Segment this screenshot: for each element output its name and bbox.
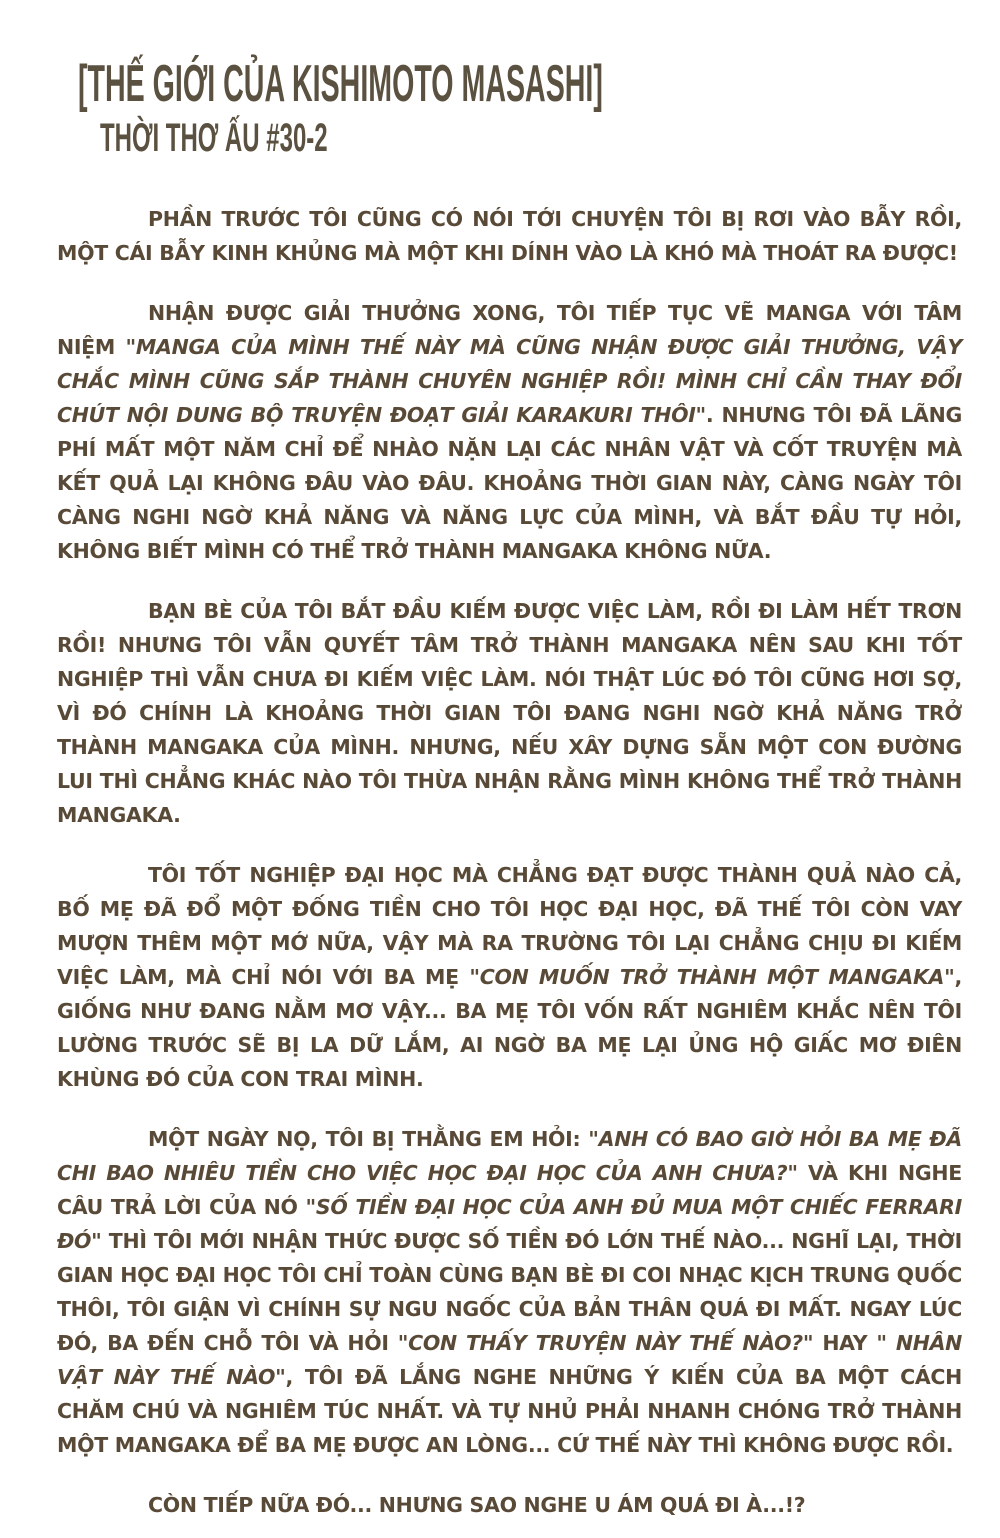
paragraph-text: THÌ TÔI MỚI NHẬN THỨC ĐƯỢC SỐ TIỀN ĐÓ LỚN THẾ NÀO... NGHĨ LẠI, THỜI GIAN HỌC ĐẠI HỌC TÔI CHỈ TOÀN CÙNG BẠN BÈ ĐI COI NHẠC KỊCH TRUNG QUỐC THÔI, TÔI GIẬN VÌ CHÍNH SỰ NGU NGỐC CỦA BẢN THÂN QUÁ ĐI MẤT. NGAY LÚC ĐÓ, BA ĐẾN CHỖ TÔI VÀ HỎI <box>57 1229 962 1355</box>
paragraph-text: TÔI TỐT NGHIỆP ĐẠI HỌC MÀ CHẲNG ĐẠT ĐƯỢC THÀNH QUẢ NÀO CẢ, BỐ MẸ ĐÃ ĐỔ MỘT ĐỐNG TIỀN CHO TÔI HỌC ĐẠI HỌC, ĐÃ THẾ TÔI CÒN VAY MƯỢN THÊM MỘT MỚ NỮA, VẬY MÀ RA TRƯỜNG TÔI LẠI CHẲNG CHỊU ĐI KIẾM VIỆC LÀM, MÀ CHỈ NÓI VỚI BA MẸ <box>57 863 962 989</box>
paragraph <box>57 202 962 270</box>
paragraph-text: BẠN BÈ CỦA TÔI BẮT ĐẦU KIẾM ĐƯỢC VIỆC LÀM, RỒI ĐI LÀM HẾT TRƠN RỒI! NHƯNG TÔI VẪN QUYẾT TÂM TRỞ THÀNH MANGAKA NÊN SAU KHI TỐT NGHIỆP THÌ VẪN CHƯA ĐI KIẾM VIỆC LÀM. NÓI THẬT LÚC ĐÓ TÔI CŨNG HƠI SỢ, VÌ ĐÓ CHÍNH LÀ KHOẢNG THỜI GIAN TÔI ĐANG NGHI NGỜ KHẢ NĂNG TRỞ THÀNH MANGAKA CỦA MÌNH. NHƯNG, NẾU XÂY DỰNG SẴN MỘT CON ĐƯỜNG LUI THÌ CHẲNG KHÁC NÀO TÔI THỪA NHẬN RẰNG MÌNH KHÔNG THỂ TRỞ THÀNH MANGAKA. <box>57 599 962 827</box>
paragraph-text: . NHƯNG TÔI ĐÃ LÃNG PHÍ MẤT MỘT NĂM CHỈ ĐỂ NHÀO NẶN LẠI CÁC NHÂN VẬT VÀ CỐT TRUYỆN MÀ KẾT QUẢ LẠI KHÔNG ĐÂU VÀO ĐÂU. KHOẢNG THỜI GIAN NÀY, CÀNG NGÀY TÔI CÀNG NGHI NGỜ KHẢ NĂNG VÀ NĂNG LỰC CỦA MÌNH, VÀ BẮT ĐẦU TỰ HỎI, KHÔNG BIẾT MÌNH CÓ THỂ TRỞ THÀNH MANGAKA KHÔNG NỮA. <box>57 403 962 563</box>
paragraph-text: NHẬN ĐƯỢC GIẢI THƯỞNG XONG, TÔI TIẾP TỤC VẼ MANGA VỚI TÂM NIỆM <box>57 301 962 359</box>
paragraph <box>57 858 962 1096</box>
quote-text: "MANGA CỦA MÌNH THẾ NÀY MÀ CŨNG NHẬN ĐƯỢC GIẢI THƯỞNG, VẬY CHẮC MÌNH CŨNG SẮP THÀNH CHUYÊN NGHIỆP RỒI! MÌNH CHỈ CẦN THAY ĐỔI CHÚT NỘI DUNG BỘ TRUYỆN ĐOẠT GIẢI KARAKURI THÔI" <box>57 335 963 427</box>
quote-text: " NHÂN VẬT NÀY THẾ NÀO" <box>57 1331 962 1389</box>
page-header <box>0 0 1000 113</box>
paragraph <box>57 296 962 568</box>
paragraph-text: PHẦN TRƯỚC TÔI CŨNG CÓ NÓI TỚI CHUYỆN TÔI BỊ RƠI VÀO BẪY RỒI, MỘT CÁI BẪY KINH KHỦNG MÀ MỘT KHI DÍNH VÀO LÀ KHÓ MÀ THOÁT RA ĐƯỢC! <box>57 207 962 265</box>
paragraph <box>57 594 962 832</box>
page-subtitle-row <box>0 110 1000 158</box>
paragraph-text: , TÔI ĐÃ LẮNG NGHE NHỮNG Ý KIẾN CỦA BA MỘT CÁCH CHĂM CHÚ VÀ NGHIÊM TÚC NHẤT. VÀ TỰ NHỦ PHẢI NHANH CHÓNG TRỞ THÀNH MỘT MANGAKA ĐỂ BA MẸ ĐƯỢC AN LÒNG... CỨ THẾ NÀY THÌ KHÔNG ĐƯỢC RỒI. <box>57 1365 962 1457</box>
body-text <box>57 202 962 1522</box>
quote-text: "CON MUỐN TRỞ THÀNH MỘT MANGAKA" <box>469 965 955 989</box>
page-subtitle: THỜI THƠ ẤU #30-2 <box>100 116 328 160</box>
page-title: [THẾ GIỚI CỦA KISHIMOTO MASASHI] <box>78 55 603 113</box>
paragraph <box>57 1488 962 1522</box>
paragraph-text: CÒN TIẾP NỮA ĐÓ... NHƯNG SAO NGHE U ÁM QUÁ ĐI À...!? <box>148 1493 806 1517</box>
paragraph <box>57 1122 962 1462</box>
paragraph-text: HAY <box>813 1331 877 1355</box>
paragraph-text: VÀ KHI NGHE CÂU TRẢ LỜI CỦA NÓ <box>57 1161 962 1219</box>
paragraph-text: , GIỐNG NHƯ ĐANG NẰM MƠ VẬY... BA MẸ TÔI VỐN RẤT NGHIÊM KHẮC NÊN TÔI LƯỜNG TRƯỚC SẼ BỊ LA DỮ LẮM, AI NGỜ BA MẸ LẠI ỦNG HỘ GIẤC MƠ ĐIÊN KHÙNG ĐÓ CỦA CON TRAI MÌNH. <box>57 965 962 1091</box>
quote-text: "ANH CÓ BAO GIỜ HỎI BA MẸ ĐÃ CHI BAO NHIÊU TIỀN CHO VIỆC HỌC ĐẠI HỌC CỦA ANH CHƯA?" <box>57 1127 962 1185</box>
paragraph-text: MỘT NGÀY NỌ, TÔI BỊ THẰNG EM HỎI: <box>148 1127 589 1151</box>
quote-text: "SỐ TIỀN ĐẠI HỌC CỦA ANH ĐỦ MUA MỘT CHIẾC FERRARI ĐÓ" <box>57 1195 962 1253</box>
quote-text: "CON THẤY TRUYỆN NÀY THẾ NÀO?" <box>397 1331 814 1355</box>
